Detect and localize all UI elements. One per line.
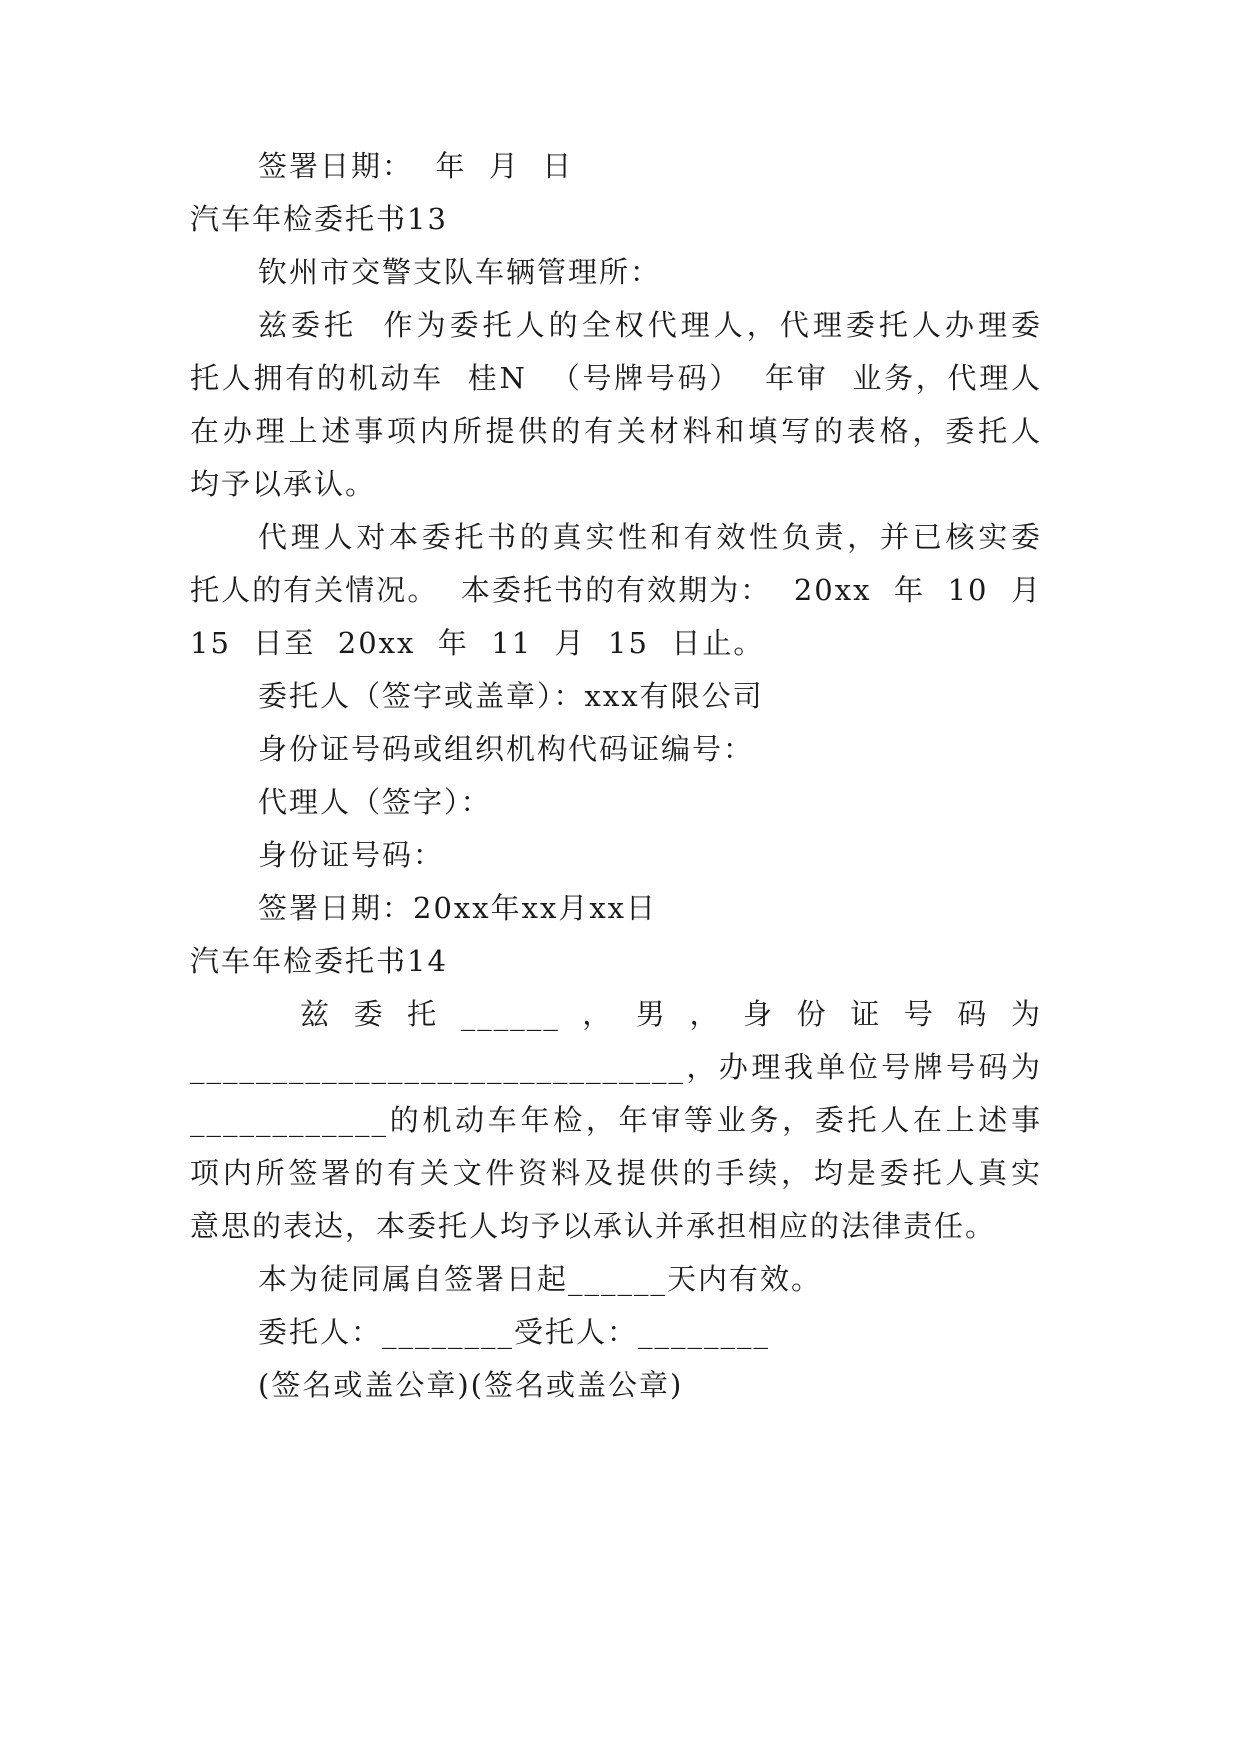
principal-signature-line: 委托人（签字或盖章）：xxx有限公司 xyxy=(258,679,764,713)
body-line: 意思的表达，本委托人均予以承认并承担相应的法律责任。 xyxy=(190,1209,997,1243)
body-line: 项内所签署的有关文件资料及提供的手续，均是委托人真实 xyxy=(190,1156,1042,1190)
seal-note-line: (签名或盖公章)(签名或盖公章) xyxy=(258,1368,684,1402)
body-line: ______________________________，办理我单位号牌号码为 xyxy=(190,1050,1042,1084)
body-line: 托人拥有的机动车 桂N （号牌号码） 年审 业务，代理人 xyxy=(190,361,1042,395)
body-line: 兹委托 作为委托人的全权代理人，代理委托人办理委 xyxy=(258,308,1042,342)
agent-id-line: 身份证号码： xyxy=(258,838,445,872)
addressee-line: 钦州市交警支队车辆管理所： xyxy=(258,255,662,289)
section-title-14: 汽车年检委托书14 xyxy=(190,944,448,978)
signing-date-line-2: 签署日期：20xx年xx月xx日 xyxy=(258,891,658,925)
body-line: 均予以承认。 xyxy=(190,467,377,501)
validity-line: 本为徒同属自签署日起______天内有效。 xyxy=(258,1262,823,1296)
parties-line: 委托人：________受托人：________ xyxy=(258,1315,771,1349)
body-line: 15 日至 20xx 年 11 月 15 日止。 xyxy=(190,626,765,660)
agent-signature-line: 代理人（签字）： xyxy=(258,785,492,819)
id-number-line: 身份证号码或组织机构代码证编号： xyxy=(258,732,755,766)
body-line: 在办理上述事项内所提供的有关材料和填写的表格，委托人 xyxy=(190,414,1042,448)
body-line: ____________的机动车年检，年审等业务，委托人在上述事 xyxy=(190,1103,1042,1137)
body-line: 托人的有关情况。 本委托书的有效期为： 20xx 年 10 月 xyxy=(190,573,1042,607)
body-line: 代理人对本委托书的真实性和有效性负责，并已核实委 xyxy=(258,520,1042,554)
body-line: 兹 委 托 ______ ， 男 ， 身 份 证 号 码 为 xyxy=(300,997,1042,1031)
section-title-13: 汽车年检委托书13 xyxy=(190,202,448,236)
signing-date-line-1: 签署日期： 年 月 日 xyxy=(258,149,574,183)
